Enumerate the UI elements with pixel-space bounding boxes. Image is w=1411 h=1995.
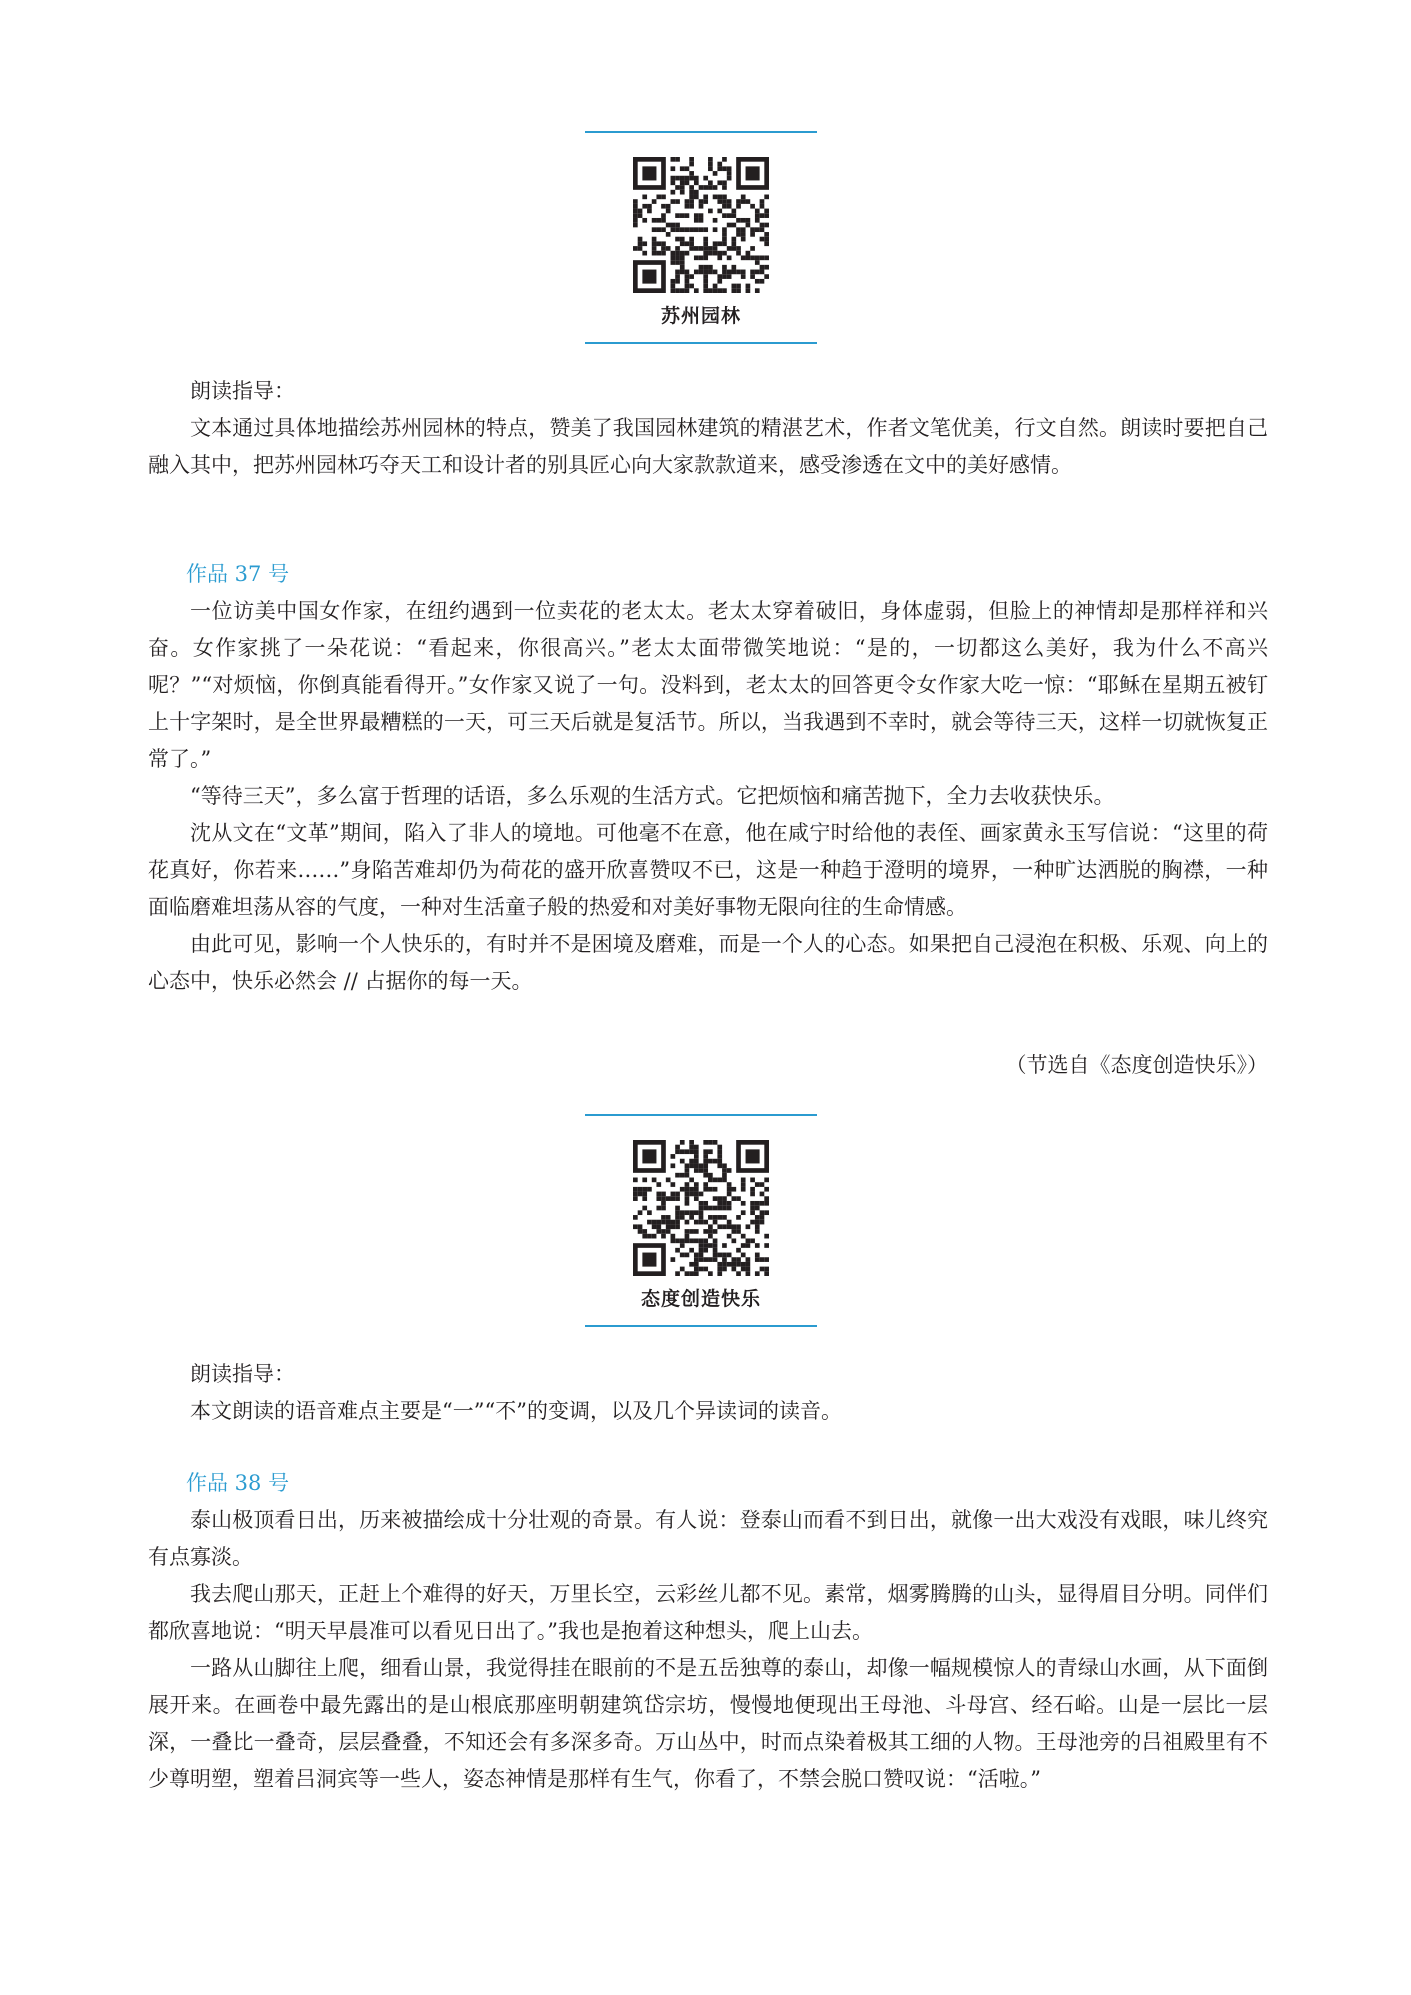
- paragraph: 一路从山脚往上爬，细看山景，我觉得挂在眼前的不是五岳独尊的泰山，却像一幅规模惊人的青绿山水画，从下面倒展开来。在画卷中最先露出的是山根底那座明朝建筑岱宗坊，慢慢地便现出王母池、斗母宫、经石峪。山是一层比一层深，一叠比一叠奇，层层叠叠，不知还会有多深多奇。万山丛中，时而点染着极其工细的人物。王母池旁的吕祖殿里有不少尊明塑，塑着吕洞宾等一些人，姿态神情是那样有生气，你看了，不禁会脱口赞叹说：“活啦。”: [148, 1656, 1268, 1791]
- work-38-heading: 作品 38 号: [186, 1471, 290, 1495]
- work-37-heading: 作品 37 号: [186, 562, 290, 586]
- qr-block-suzhou: [585, 131, 817, 344]
- guide-body: 本文朗读的语音难点主要是“一”“不”的变调，以及几个异读词的读音。: [190, 1399, 842, 1423]
- paragraph: 沈从文在“文革”期间，陷入了非人的境地。可他毫不在意，他在咸宁时给他的表侄、画家黄永玉写信说：“这里的荷花真好，你若来……”身陷苦难却仍为荷花的盛开欣喜赞叹不已，这是一种趋于澄明的境界，一种旷达洒脱的胸襟，一种面临磨难坦荡从容的气度，一种对生活童子般的热爱和对美好事物无限向往的生命情感。: [148, 821, 1268, 919]
- qr-code-image[interactable]: [633, 157, 769, 293]
- divider-bottom: [585, 1325, 817, 1327]
- reading-guide-2: [148, 1356, 1268, 1430]
- guide-body: 文本通过具体地描绘苏州园林的特点，赞美了我国园林建筑的精湛艺术，作者文笔优美，行文自然。朗读时要把自己融入其中，把苏州园林巧夺天工和设计者的别具匠心向大家款款道来，感受渗透在文中的美好感情。: [148, 416, 1268, 477]
- reading-guide-1: [148, 373, 1268, 484]
- guide-title: 朗读指导：: [190, 379, 295, 403]
- paragraph: 一位访美中国女作家，在纽约遇到一位卖花的老太太。老太太穿着破旧，身体虚弱，但脸上的神情却是那样祥和兴奋。女作家挑了一朵花说：“看起来，你很高兴。”老太太面带微笑地说：“是的，一切都这么美好，我为什么不高兴呢？”“对烦恼，你倒真能看得开。”女作家又说了一句。没料到，老太太的回答更令女作家大吃一惊：“耶稣在星期五被钉上十字架时，是全世界最糟糕的一天，可三天后就是复活节。所以，当我遇到不幸时，就会等待三天，这样一切就恢复正常了。”: [148, 599, 1268, 771]
- qr-block-attitude: [585, 1114, 817, 1327]
- paragraph: “等待三天”，多么富于哲理的话语，多么乐观的生活方式。它把烦恼和痛苦抛下，全力去收获快乐。: [190, 784, 1115, 808]
- work-37-source: （节选自《态度创造快乐》）: [1005, 1053, 1268, 1077]
- qr-caption: 苏州园林: [660, 305, 741, 327]
- guide-title: 朗读指导：: [190, 1362, 295, 1386]
- paragraph: 由此可见，影响一个人快乐的，有时并不是困境及磨难，而是一个人的心态。如果把自己浸泡在积极、乐观、向上的心态中，快乐必然会 // 占据你的每一天。: [148, 932, 1268, 993]
- qr-caption: 态度创造快乐: [640, 1288, 761, 1310]
- divider-top: [585, 131, 817, 133]
- qr-code-image[interactable]: [633, 1140, 769, 1276]
- divider-bottom: [585, 342, 817, 344]
- work-38-body: [148, 1502, 1268, 1798]
- paragraph: 我去爬山那天，正赶上个难得的好天，万里长空，云彩丝儿都不见。素常，烟雾腾腾的山头，显得眉目分明。同伴们都欣喜地说：“明天早晨准可以看见日出了。”我也是抱着这种想头，爬上山去。: [148, 1582, 1268, 1643]
- divider-top: [585, 1114, 817, 1116]
- work-37-body: [148, 593, 1268, 1000]
- paragraph: 泰山极顶看日出，历来被描绘成十分壮观的奇景。有人说：登泰山而看不到日出，就像一出大戏没有戏眼，味儿终究有点寡淡。: [148, 1508, 1268, 1569]
